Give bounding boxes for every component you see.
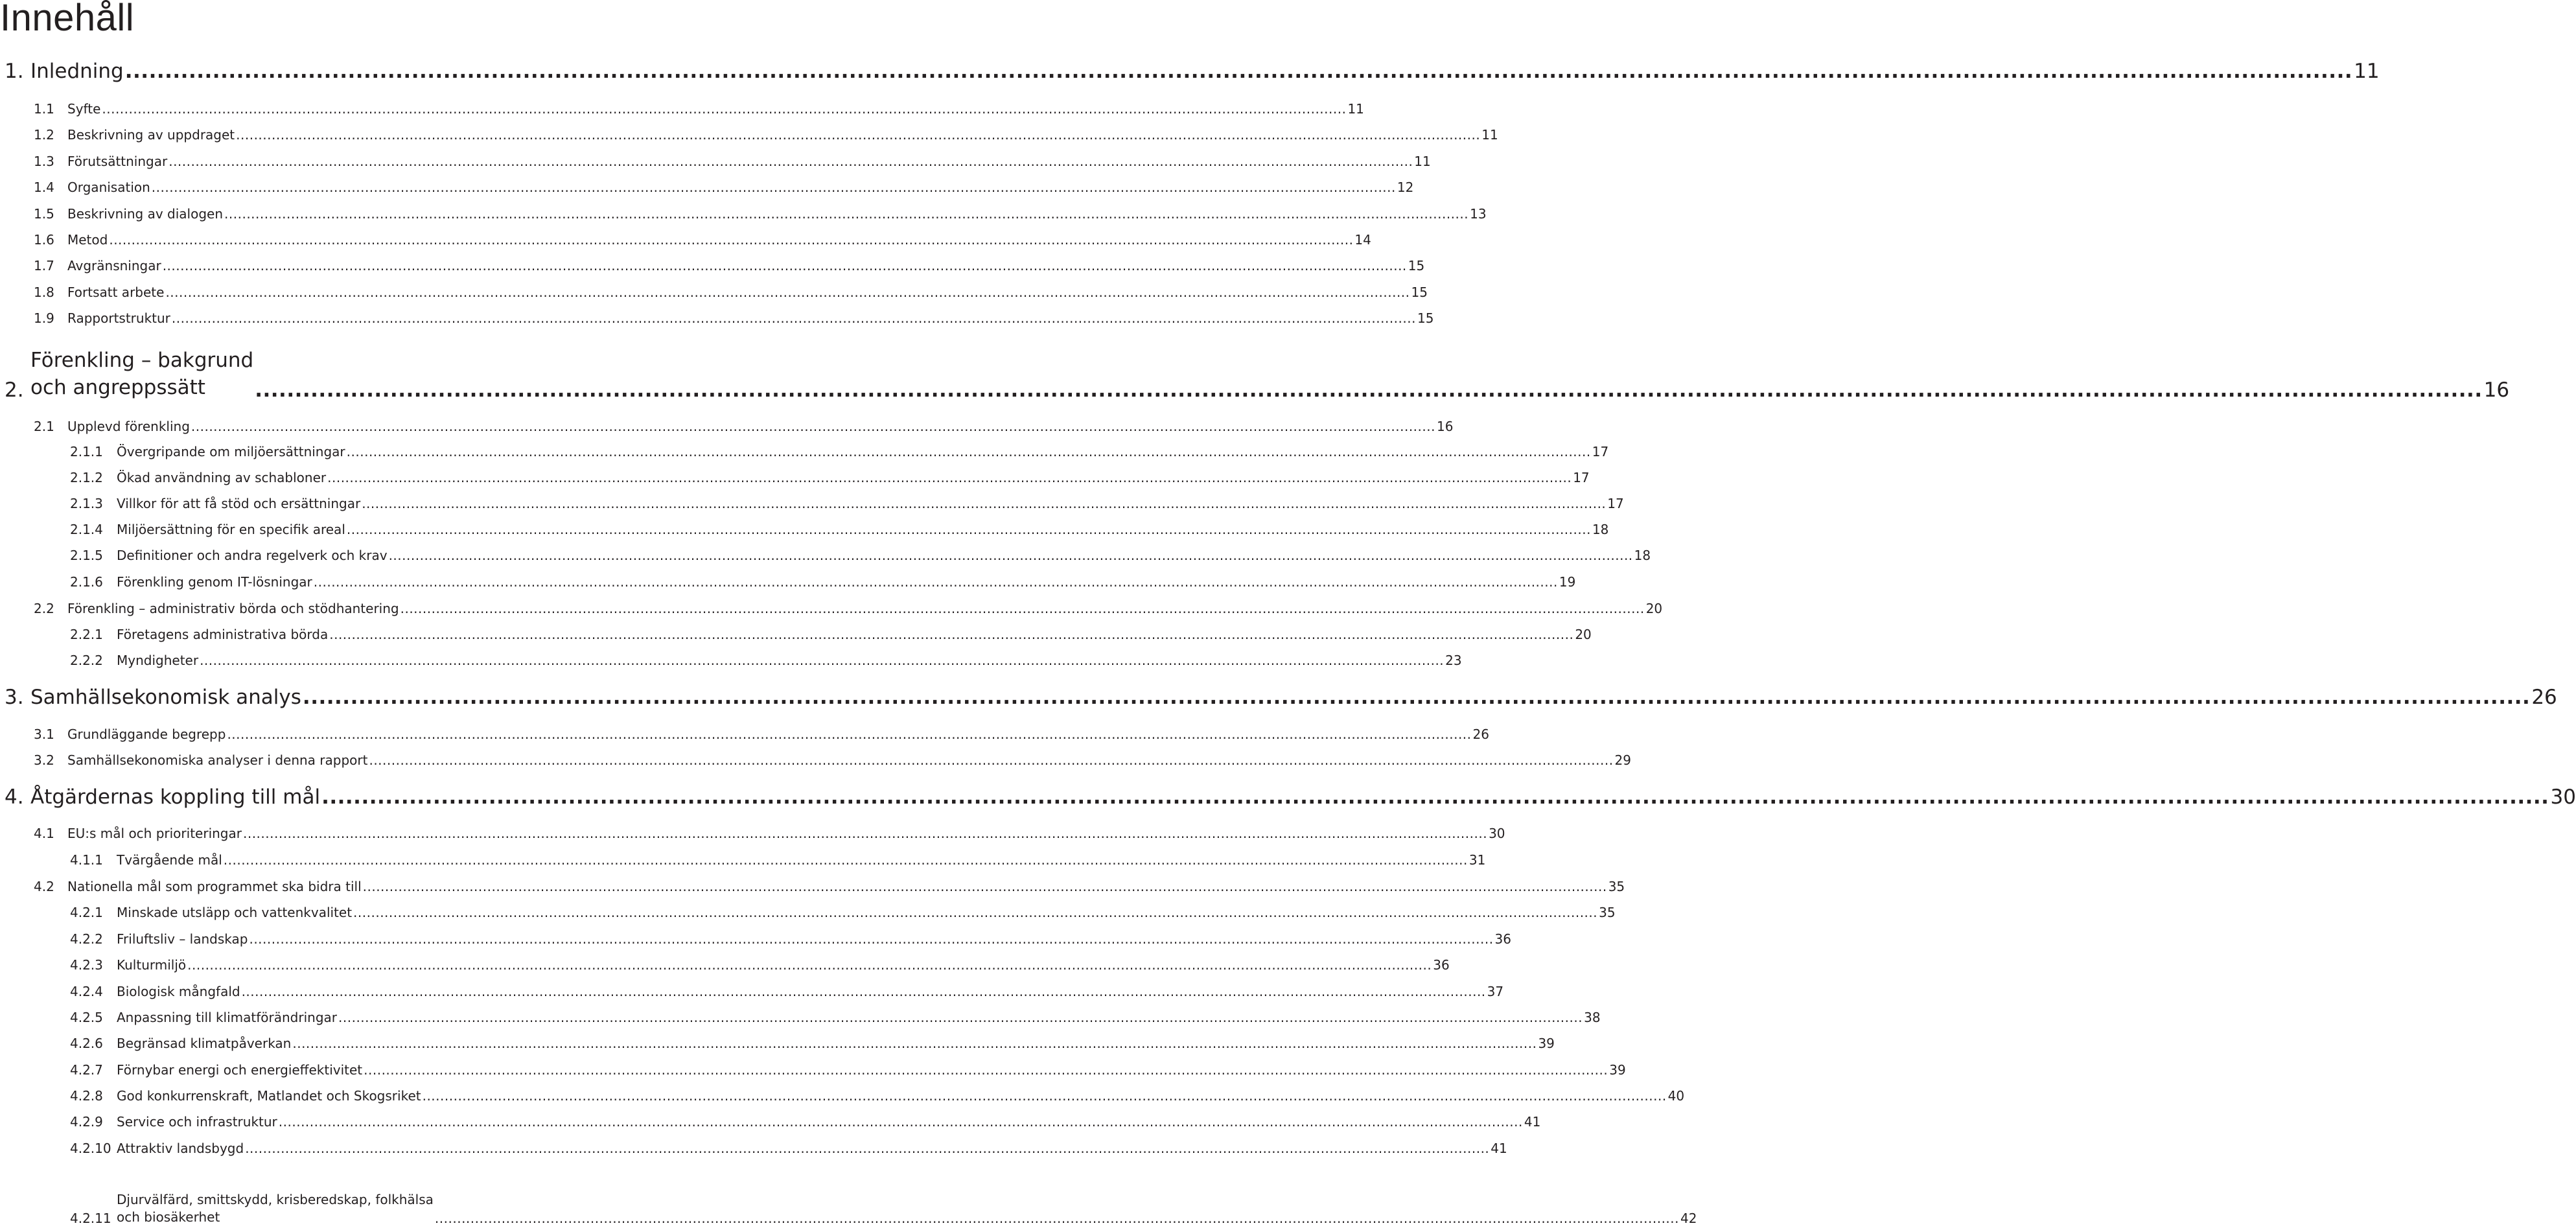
- toc-entry-number: 2.: [5, 378, 24, 402]
- toc-entry-number: 4.2.9: [70, 1114, 103, 1130]
- toc-dot-leader: ........................................................................................................................................................................................................................................................................................: [102, 101, 1347, 117]
- toc-entry-title: EU:s mål och prioriteringar: [67, 826, 242, 841]
- toc-entry-number: 3.2: [34, 752, 54, 768]
- toc-entry-number: 4.2.1: [70, 905, 103, 920]
- toc-entry[interactable]: [0, 1052, 1626, 1078]
- toc-entry-number: 2.1.3: [70, 496, 103, 511]
- toc-entry[interactable]: [0, 716, 1489, 742]
- toc-dot-leader: ........................................................................................................................................................................................................................................................................................: [227, 726, 1472, 742]
- toc-entry-page-number: 12: [1397, 180, 1414, 195]
- toc-entry-number: 1.6: [34, 232, 54, 248]
- toc-entry-title: Inledning: [30, 60, 124, 83]
- toc-entry[interactable]: [0, 999, 1601, 1025]
- toc-entry-title: Villkor för att få stöd och ersättningar: [117, 496, 361, 511]
- toc-entry-title: Förutsättningar: [67, 154, 168, 169]
- toc-entry-number: 2.1.2: [70, 470, 103, 485]
- toc-entry-number: 4.2.7: [70, 1062, 103, 1078]
- toc-entry-number: 1.3: [34, 154, 54, 169]
- toc-entry[interactable]: [0, 783, 2576, 809]
- toc-entry-title: Upplevd förenkling: [67, 419, 190, 434]
- toc-entry[interactable]: [0, 143, 1431, 169]
- toc-entry-title: Förnybar energi och energieffektivitet: [117, 1062, 363, 1078]
- toc-entry[interactable]: [0, 742, 1631, 768]
- toc-entry[interactable]: [0, 537, 1651, 563]
- toc-entry-page-number: 39: [1538, 1036, 1555, 1051]
- toc-entry-page-number: 36: [1433, 957, 1450, 973]
- toc-entry-page-number: 29: [1614, 752, 1631, 768]
- toc-dot-leader: ........................................................................................................................................................................................................................................................................................: [191, 419, 1435, 434]
- toc-entry-page-number: 39: [1609, 1062, 1626, 1078]
- toc-entry-number: 2.1.5: [70, 548, 103, 563]
- toc-entry-number: 3.1: [34, 726, 54, 742]
- toc-entry-page-number: 17: [1573, 470, 1590, 485]
- toc-dot-leader: ........................................................................................................................................................................................................................................................................................: [329, 627, 1574, 642]
- toc-entry-title: Anpassning till klimatförändringar: [117, 1010, 338, 1025]
- toc-entry-number: 4.2.10: [70, 1141, 111, 1156]
- toc-entry[interactable]: [0, 408, 1454, 434]
- toc-entry-title: Företagens administrativa börda: [117, 627, 329, 642]
- toc-entry-page-number: 35: [1599, 905, 1616, 920]
- toc-entry[interactable]: [0, 274, 1428, 300]
- toc-dot-leader: ........................................................................................................................................................................................................................................................................................: [224, 206, 1469, 222]
- toc-dot-leader: ........................................................................................................................................................................................................................................................................................: [362, 879, 1607, 894]
- toc-entry-title: Nationella mål som programmet ska bidra till: [67, 879, 362, 894]
- toc-entry[interactable]: [0, 683, 2557, 709]
- toc-dot-leader: ........................................................................................................................................................................................................................................................................................: [223, 852, 1468, 868]
- toc-entry-number: 4.2.2: [70, 931, 103, 947]
- toc-entry-number: 2.2.1: [70, 627, 103, 642]
- toc-dot-leader: ........................................................................................................................................................................................................................................................................................: [364, 1062, 1608, 1078]
- toc-entry-number: 1.5: [34, 206, 54, 222]
- toc-dot-leader: ........................................................................................................................................................................................................................................................................................: [241, 984, 1486, 999]
- toc-entry-page-number: 18: [1634, 548, 1651, 563]
- toc-entry-number: 2.1.1: [70, 444, 103, 459]
- toc-entry-page-number: 14: [1354, 232, 1371, 248]
- toc-entry-page-number: 41: [1524, 1114, 1541, 1130]
- toc-entry-title: Beskrivning av uppdraget: [67, 127, 235, 143]
- toc-dot-leader: ........................................................................................................................................................................................................................................................................................: [338, 1010, 1583, 1025]
- toc-entry-page-number: 20: [1645, 601, 1663, 616]
- toc-entry[interactable]: [0, 169, 1414, 195]
- toc-entry[interactable]: [0, 91, 1364, 117]
- toc-dot-leader: ........................................................................................................................................................................................................................................................................................: [162, 258, 1407, 273]
- toc-entry-title: Syfte: [67, 101, 101, 117]
- toc-entry-number: 1.2: [34, 127, 54, 143]
- toc-entry[interactable]: [0, 459, 1590, 485]
- toc-entry-number: 1.8: [34, 284, 54, 300]
- toc-entry-page-number: 20: [1575, 627, 1592, 642]
- toc-entry-page-number: 37: [1487, 984, 1504, 999]
- toc-entry-page-number: 35: [1608, 879, 1625, 894]
- toc-entry-number: 2.2: [34, 601, 54, 616]
- toc-entry-page-number: 15: [1408, 258, 1425, 273]
- toc-entry-title: Organisation: [67, 180, 150, 195]
- toc-entry[interactable]: [0, 434, 1609, 459]
- toc-entry[interactable]: [0, 616, 1592, 642]
- toc-entry-title: Metod: [67, 232, 108, 248]
- toc-entry-page-number: 15: [1417, 310, 1434, 326]
- toc-entry-number: 4.2.4: [70, 984, 103, 999]
- toc-entry[interactable]: [0, 1104, 1541, 1130]
- toc-entry-number: 2.1: [34, 419, 54, 434]
- toc-entry-number: 1.: [5, 60, 24, 83]
- toc-entry[interactable]: [0, 511, 1609, 537]
- toc-entry[interactable]: [0, 947, 1450, 973]
- toc-dot-leader: ........................................................................................................................................................................................................................................................................................: [422, 1088, 1667, 1104]
- toc-entry-title: [30, 347, 253, 402]
- toc-entry[interactable]: [0, 842, 1486, 868]
- toc-entry-number: 4.2.11: [70, 1211, 111, 1226]
- toc-dot-leader: ........................................................................................................................................................................................................................................................................................: [362, 496, 1607, 511]
- toc-entry-number: 4.2.5: [70, 1010, 103, 1025]
- toc-entry[interactable]: [0, 196, 1487, 222]
- toc-entry-page-number: 15: [1411, 284, 1428, 300]
- toc-entry-page-number: 31: [1468, 852, 1486, 868]
- toc-entry[interactable]: [0, 1078, 1685, 1104]
- toc-entry-title: Begränsad klimatpåverkan: [117, 1036, 292, 1051]
- toc-entry-title: Attraktiv landsbygd: [117, 1141, 244, 1156]
- toc-entry[interactable]: [0, 57, 2380, 83]
- toc-entry-title: Grundläggande begrepp: [67, 726, 226, 742]
- toc-dot-leader: ........................................................................................................................................................................................................................................................................................: [292, 1036, 1537, 1051]
- toc-entry-title: [117, 1191, 434, 1226]
- toc-entry[interactable]: [0, 345, 2510, 402]
- toc-dot-leader: ........................................................................................................................................................................................................................................................................................: [165, 284, 1410, 300]
- toc-entry-title-line: Förenkling – bakgrund: [30, 349, 254, 373]
- toc-dot-leader: ........................................................................................................................................................................................................................................................................................: [187, 957, 1432, 973]
- toc-entry-title: God konkurrenskraft, Matlandet och Skogsriket: [117, 1088, 421, 1104]
- toc-entry-page-number: 16: [1436, 419, 1454, 434]
- toc-entry-title: Samhällsekonomiska analyser i denna rapport: [67, 752, 368, 768]
- toc-entry[interactable]: [0, 590, 1663, 616]
- toc-entry-page-number: 23: [1445, 653, 1462, 668]
- toc-entry-number: 4.2: [34, 879, 54, 894]
- toc-entry[interactable]: [0, 117, 1498, 143]
- toc-entry-title: Minskade utsläpp och vattenkvalitet: [117, 905, 353, 920]
- toc-entry-number: 4.2.8: [70, 1088, 103, 1104]
- toc-entry-page-number: 19: [1559, 574, 1576, 590]
- toc-dot-leader: ........................................................................................................................................................................................................................................................................................: [278, 1114, 1523, 1130]
- toc-entry-title-line: och biosäkerhet: [117, 1209, 220, 1225]
- toc-entry-title: Friluftsliv – landskap: [117, 931, 248, 947]
- toc-dot-leader: ........................................................................................................................................................................................................................................................................................: [321, 785, 2549, 809]
- toc-dot-leader: ........................................................................................................................................................................................................................................................................................: [346, 444, 1591, 459]
- toc-entry-page-number: 30: [2550, 785, 2576, 809]
- toc-entry[interactable]: [0, 642, 1462, 668]
- toc-entry-title: Fortsatt arbete: [67, 284, 165, 300]
- toc-entry[interactable]: [0, 485, 1624, 511]
- toc-entry-number: 1.1: [34, 101, 54, 117]
- toc-entry-page-number: 18: [1592, 522, 1609, 537]
- toc-entry-page-number: 17: [1607, 496, 1624, 511]
- toc-dot-leader: ........................................................................................................................................................................................................................................................................................: [124, 60, 2353, 83]
- toc-entry-page-number: 11: [1481, 127, 1498, 143]
- toc-entry[interactable]: [0, 1181, 1697, 1226]
- toc-entry-title: Rapportstruktur: [67, 310, 170, 326]
- toc-entry[interactable]: [0, 1025, 1555, 1051]
- toc-dot-leader: ........................................................................................................................................................................................................................................................................................: [313, 574, 1558, 590]
- toc-dot-leader: ........................................................................................................................................................................................................................................................................................: [236, 127, 1481, 143]
- toc-entry-title-line: Djurvälfärd, smittskydd, krisberedskap, folkhälsa: [117, 1192, 434, 1207]
- toc-dot-leader: ........................................................................................................................................................................................................................................................................................: [302, 686, 2531, 709]
- toc-entry-number: 4.2.3: [70, 957, 103, 973]
- toc-entry[interactable]: [0, 564, 1576, 590]
- toc-entry-number: 1.4: [34, 180, 54, 195]
- toc-entry-title: Förenkling genom IT-lösningar: [117, 574, 312, 590]
- toc-dot-leader: ........................................................................................................................................................................................................................................................................................: [242, 826, 1488, 841]
- toc-entry[interactable]: [0, 815, 1505, 841]
- toc-entry-title-line: och angreppssätt: [30, 376, 205, 400]
- toc-entry-title: Beskrivning av dialogen: [67, 206, 224, 222]
- toc-entry[interactable]: [0, 248, 1425, 273]
- toc-entry[interactable]: [0, 222, 1371, 248]
- toc-entry[interactable]: [0, 300, 1434, 326]
- toc-entry-title: Förenkling – administrativ börda och stödhantering: [67, 601, 399, 616]
- toc-dot-leader: ........................................................................................................................................................................................................................................................................................: [255, 378, 2483, 402]
- toc-entry-page-number: 26: [2531, 686, 2557, 709]
- toc-entry-page-number: 38: [1584, 1010, 1601, 1025]
- toc-entry-title: Miljöersättning för en specifik areal: [117, 522, 345, 537]
- toc-dot-leader: ........................................................................................................................................................................................................................................................................................: [245, 1141, 1490, 1156]
- toc-entry-number: 2.1.4: [70, 522, 103, 537]
- toc-entry-title: Kulturmiljö: [117, 957, 187, 973]
- toc-dot-leader: ........................................................................................................................................................................................................................................................................................: [400, 601, 1645, 616]
- toc-entry-title: Definitioner och andra regelverk och krav: [117, 548, 388, 563]
- toc-entry-title: Myndigheter: [117, 653, 199, 668]
- toc-entry[interactable]: [0, 868, 1625, 894]
- toc-entry-page-number: 16: [2483, 378, 2510, 402]
- toc-entry[interactable]: [0, 894, 1616, 920]
- toc-dot-leader: ........................................................................................................................................................................................................................................................................................: [353, 905, 1598, 920]
- toc-entry-number: 4.2.6: [70, 1036, 103, 1051]
- toc-entry-number: 1.7: [34, 258, 54, 273]
- toc-entry-number: 3.: [5, 686, 24, 709]
- toc-dot-leader: ........................................................................................................................................................................................................................................................................................: [109, 232, 1354, 248]
- toc-dot-leader: ........................................................................................................................................................................................................................................................................................: [434, 1211, 1679, 1226]
- toc-entry-number: 4.: [5, 785, 24, 809]
- toc-entry-title: Biologisk mångfald: [117, 984, 240, 999]
- toc-entry-page-number: 36: [1494, 931, 1511, 947]
- toc-dot-leader: ........................................................................................................................................................................................................................................................................................: [346, 522, 1591, 537]
- toc-entry-title: Avgränsningar: [67, 258, 161, 273]
- toc-entry[interactable]: [0, 921, 1511, 947]
- toc-entry-title: Åtgärdernas koppling till mål: [30, 785, 321, 809]
- toc-dot-leader: ........................................................................................................................................................................................................................................................................................: [369, 752, 1614, 768]
- toc-entry[interactable]: [0, 973, 1504, 999]
- toc-entry-title: Samhällsekonomisk analys: [30, 686, 301, 709]
- toc-entry-page-number: 26: [1472, 726, 1489, 742]
- toc-entry-page-number: 42: [1680, 1211, 1697, 1226]
- toc-dot-leader: ........................................................................................................................................................................................................................................................................................: [249, 931, 1494, 947]
- toc-entry-page-number: 11: [2354, 60, 2380, 83]
- toc-entry-number: 4.1.1: [70, 852, 103, 868]
- toc-dot-leader: ........................................................................................................................................................................................................................................................................................: [171, 310, 1416, 326]
- toc-entry-page-number: 11: [1414, 154, 1431, 169]
- toc-dot-leader: ........................................................................................................................................................................................................................................................................................: [168, 154, 1413, 169]
- toc-dot-leader: ........................................................................................................................................................................................................................................................................................: [327, 470, 1572, 485]
- toc-entry-title: Övergripande om miljöersättningar: [117, 444, 345, 459]
- toc-entry-title: Service och infrastruktur: [117, 1114, 277, 1130]
- toc-entry-number: 2.2.2: [70, 653, 103, 668]
- toc-entry-page-number: 30: [1489, 826, 1505, 841]
- toc-dot-leader: ........................................................................................................................................................................................................................................................................................: [151, 180, 1396, 195]
- toc-entry-page-number: 11: [1347, 101, 1364, 117]
- toc-entry-page-number: 17: [1592, 444, 1609, 459]
- toc-entry-page-number: 41: [1491, 1141, 1507, 1156]
- toc-entry-page-number: 13: [1470, 206, 1487, 222]
- toc-entry-title: Ökad användning av schabloner: [117, 470, 327, 485]
- toc-entry-number: 4.1: [34, 826, 54, 841]
- page-title: Innehåll: [0, 0, 135, 39]
- toc-entry-page-number: 40: [1667, 1088, 1685, 1104]
- toc-dot-leader: ........................................................................................................................................................................................................................................................................................: [388, 548, 1633, 563]
- toc-dot-leader: ........................................................................................................................................................................................................................................................................................: [200, 653, 1445, 668]
- toc-entry-number: 1.9: [34, 310, 54, 326]
- toc-entry[interactable]: [0, 1130, 1507, 1156]
- toc-entry-number: 2.1.6: [70, 574, 103, 590]
- toc-entry-title: Tvärgående mål: [117, 852, 222, 868]
